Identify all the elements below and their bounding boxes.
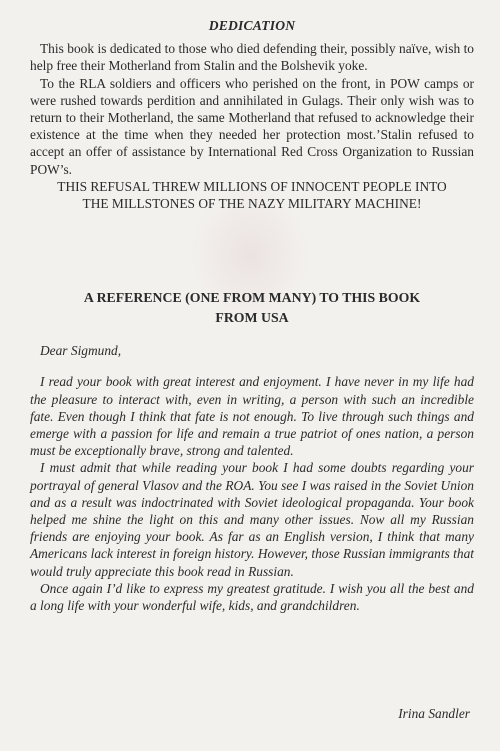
reference-title <box>30 288 474 328</box>
letter-paragraph: I read your book with great interest and enjoyment. I have never in my life had the pleasure to interact with, even in writing, a person with such an incredible fate. Even though I think that fate is not enough. To live through such things and emerge with a passion for life and remain a true patriot of ones nation, a person must be exceptionally brave, strong and talented. <box>30 374 474 459</box>
reference-section <box>30 288 474 614</box>
reference-title-line: FROM USA <box>215 310 289 326</box>
dedication-caps-line: THIS REFUSAL THREW MILLIONS OF INNOCENT PEOPLE INTO <box>57 178 447 194</box>
letter-body <box>30 342 474 614</box>
dedication-paragraph: This book is dedicated to those who died defending their, possibly naïve, wish to help free their Motherland from Stalin and the Bolshevik yoke. <box>30 41 474 74</box>
reference-title-line: A REFERENCE (ONE FROM MANY) TO THIS BOOK <box>83 290 421 306</box>
dedication-title: DEDICATION <box>208 18 296 33</box>
letter-paragraph: I must admit that while reading your book I had some doubts regarding your portrayal of general Vlasov and the ROA. You see I was raised in the Soviet Union and as a result was indoctrinated with Soviet ideological propaganda. Your book helped me shine the light on this and many other issues. Now all my Russian friends are enjoying your book. As far as an English version, I think that many Americans lack interest in foreign history. However, those Russian immigrants that would truly appreciate this book read in Russian. <box>30 460 474 579</box>
letter-paragraph: Once again I’d like to express my greatest gratitude. I wish you all the best and a long life with your wonderful wife, kids, and grandchildren. <box>30 580 474 614</box>
dedication-section <box>30 17 474 212</box>
dedication-caps-line: THE MILLSTONES OF THE NAZY MILITARY MACHINE! <box>82 196 422 212</box>
letter-salutation: Dear Sigmund, <box>40 343 122 359</box>
dedication-paragraph: To the RLA soldiers and officers who perished on the front, in POW camps or were rushed towards perdition and annihilated in Gulags. Their only wish was to return to their Motherland, the same Motherland that refused to acknowledge their existence at the time when they needed her protection most.’Stalin refused to accept an offer of assistance by International Red Cross Organization to Russian POW’s. <box>30 75 474 177</box>
letter-signature: Irina Sandler <box>398 706 470 721</box>
